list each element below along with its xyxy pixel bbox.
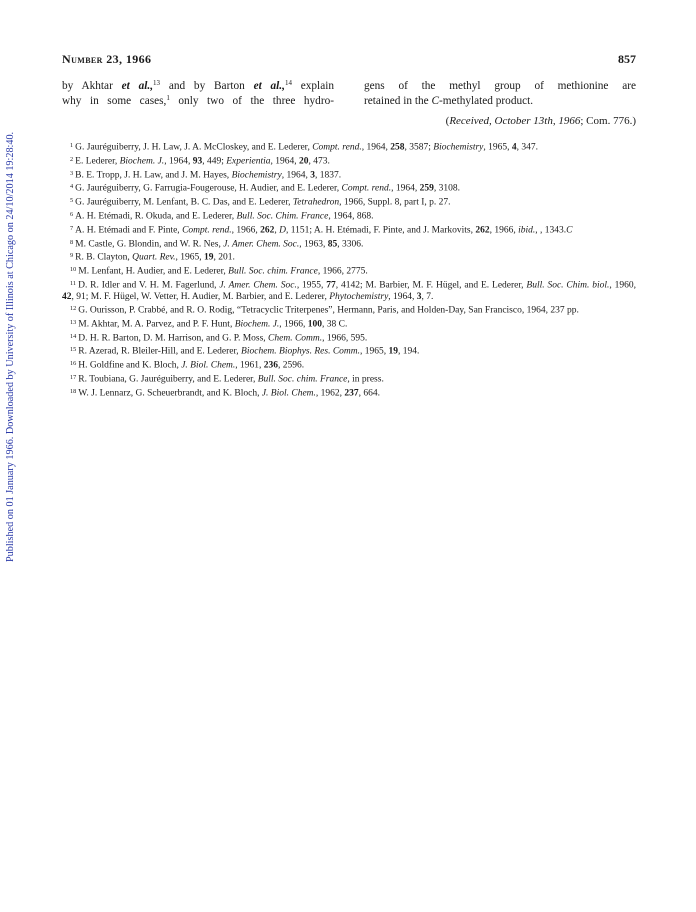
reference-text: , 201. xyxy=(213,252,235,263)
running-head: Number 23, 1966 xyxy=(62,52,152,66)
reference-text: , 3306. xyxy=(337,239,364,250)
reference-text: , 1965, xyxy=(175,252,205,263)
page-header xyxy=(62,52,636,68)
volume-number: 259 xyxy=(419,183,434,194)
reference-text: , 1343. xyxy=(540,225,567,236)
body-line xyxy=(62,79,334,94)
reference-number: 9 xyxy=(70,252,74,260)
reference-item xyxy=(62,237,636,251)
reference-text: , 4142; M. Barbier, M. F. Hügel, and E. Lederer, xyxy=(335,280,527,291)
reference-list xyxy=(62,140,636,400)
citation-ref: 1 xyxy=(166,93,170,102)
volume-number: 262 xyxy=(260,225,275,236)
received-date: Received, October 13th, 1966 xyxy=(449,115,581,127)
volume-number: 85 xyxy=(327,239,338,250)
reference-text: R. Toubiana, G. Jauréguiberry, and E. Lederer, xyxy=(78,374,258,385)
reference-number: 3 xyxy=(70,169,74,177)
reference-number: 12 xyxy=(70,304,77,312)
volume-number: 237 xyxy=(344,388,359,399)
journal-name: Bull. Soc. Chim. biol. xyxy=(526,280,610,291)
volume-number: 77 xyxy=(326,280,336,291)
journal-name: J. Biol. Chem. xyxy=(261,388,316,399)
journal-name: Experientia xyxy=(226,156,271,167)
reference-number: 13 xyxy=(70,318,77,326)
reference-text: M. Lenfant, H. Audier, and E. Lederer, xyxy=(78,266,229,277)
reference-text: , 1964, xyxy=(281,170,311,181)
reference-text: , xyxy=(535,225,541,236)
reference-text: , 347. xyxy=(516,142,539,153)
reference-text: , 1966, xyxy=(489,225,519,236)
reference-text: G. Jauréguiberry, G. Farrugia-Fougerouse, H. Audier, and E. Lederer, xyxy=(75,183,342,194)
journal-name: Chem. Comm. xyxy=(268,333,323,344)
body-text-right-column xyxy=(364,79,636,108)
reference-number: 8 xyxy=(70,238,74,246)
reference-text: , 1963, xyxy=(299,239,328,250)
reference-text: , 1964, 868. xyxy=(328,211,374,222)
reference-item xyxy=(62,140,636,154)
citation-etal: et al., xyxy=(121,80,154,92)
reference-number: 18 xyxy=(70,387,77,395)
reference-text: D. H. R. Barton, D. M. Harrison, and G. P. Moss, xyxy=(78,333,269,344)
body-text: retained in the xyxy=(364,94,429,107)
journal-name: Bull. Soc. Chim. France xyxy=(236,211,329,222)
received-note xyxy=(446,115,636,127)
reference-number: 6 xyxy=(70,210,74,218)
reference-text: B. E. Tropp, J. H. Law, and J. M. Hayes, xyxy=(75,170,232,181)
body-text-italic: C xyxy=(431,94,439,107)
reference-text: , 1964, xyxy=(391,183,420,194)
reference-text: , 1962, xyxy=(315,388,345,399)
journal-name: Bull. Soc. chim. France xyxy=(228,266,318,277)
reference-text: , 1964, xyxy=(361,142,391,153)
reference-text: , 1964, xyxy=(164,156,193,167)
body-text: by Akhtar xyxy=(62,80,113,92)
reference-number: 2 xyxy=(70,155,74,163)
journal-name: Compt. rend. xyxy=(182,225,232,236)
reference-text: , 3108. xyxy=(433,183,460,194)
body-line xyxy=(364,94,636,109)
reference-text: , 1966, 595. xyxy=(322,333,368,344)
reference-text: , 664. xyxy=(358,388,381,399)
reference-item xyxy=(62,278,636,303)
journal-name: C xyxy=(566,225,573,236)
reference-text: , 1966, xyxy=(231,225,261,236)
reference-text: H. Goldfine and K. Bloch, xyxy=(78,360,182,371)
reference-item xyxy=(62,303,636,317)
reference-text: , in press. xyxy=(347,374,384,385)
body-text: only two of the three hydro- xyxy=(178,94,335,107)
reference-number: 4 xyxy=(70,183,74,191)
reference-item xyxy=(62,168,636,182)
body-text: why in some cases, xyxy=(62,94,167,107)
volume-number: 236 xyxy=(263,360,279,371)
reference-text: , 1961, xyxy=(235,360,264,371)
body-line: gens of the methyl group of methionine are xyxy=(364,80,636,92)
reference-number: 15 xyxy=(70,346,77,354)
volume-number: 4 xyxy=(511,142,517,153)
reference-text: , 1966, xyxy=(279,319,308,330)
volume-number: 258 xyxy=(390,142,405,153)
reference-text: , 2596. xyxy=(278,360,305,371)
reference-text: , 1964, xyxy=(388,291,417,302)
reference-text: R. Azerad, R. Bleiler-Hill, and E. Lederer, xyxy=(78,346,242,357)
reference-item xyxy=(62,209,636,223)
reference-text: , 1965, xyxy=(483,142,512,153)
reference-text: A. H. Etémadi, R. Okuda, and E. Lederer, xyxy=(75,211,237,222)
reference-text: , 1151; A. H. Etémadi, F. Pinte, and J. Markovits, xyxy=(285,225,476,236)
reference-text: , 473. xyxy=(308,156,330,167)
body-line xyxy=(62,94,334,109)
reference-item xyxy=(62,372,636,386)
volume-number: 3 xyxy=(416,291,422,302)
journal-name: Tetrahedron xyxy=(292,197,340,208)
reference-number: 14 xyxy=(70,332,77,340)
volume-number: 262 xyxy=(475,225,490,236)
reference-text: E. Lederer, xyxy=(75,156,120,167)
reference-item xyxy=(62,317,636,331)
reference-item xyxy=(62,264,636,278)
reference-text: , 1966, 2775. xyxy=(317,266,368,277)
volume-number: 20 xyxy=(299,156,309,167)
journal-name: Compt. rend. xyxy=(312,142,362,153)
reference-item xyxy=(62,344,636,358)
received-paren: ( xyxy=(445,115,450,127)
journal-name: Biochem. Biophys. Res. Comm. xyxy=(241,346,361,357)
reference-item xyxy=(62,154,636,168)
reference-number: 5 xyxy=(70,197,74,205)
reference-item xyxy=(62,386,636,400)
reference-text: , 1960, xyxy=(609,280,636,291)
journal-name: Bull. Soc. chim. France xyxy=(257,374,348,385)
citation-etal: et al., xyxy=(253,80,285,92)
reference-text: , 1965, xyxy=(360,346,389,357)
reference-number: 17 xyxy=(70,373,77,381)
body-text: -methylated product. xyxy=(439,94,534,107)
journal-name: ibid. xyxy=(518,225,536,236)
citation-ref: 14 xyxy=(284,79,292,87)
reference-text: , 91; M. F. Hügel, W. Vetter, H. Audier, M. Barbier, and E. Lederer, xyxy=(71,291,330,302)
reference-text: , 194. xyxy=(398,346,420,357)
page-number: 857 xyxy=(618,52,636,66)
journal-name: J. Amer. Chem. Soc. xyxy=(219,280,297,291)
reference-item xyxy=(62,250,636,264)
journal-name: Phytochemistry xyxy=(329,291,389,302)
volume-number: 42 xyxy=(62,291,72,302)
volume-number: 93 xyxy=(192,156,203,167)
journal-name: Biochemistry xyxy=(433,142,484,153)
reference-text: A. H. Etémadi and F. Pinte, xyxy=(75,225,183,236)
reference-text: , 3587; xyxy=(404,142,434,153)
body-text: explain xyxy=(300,80,335,92)
journal-name: Biochem. J. xyxy=(119,156,165,167)
reference-text: , 7. xyxy=(421,291,434,302)
reference-text: G. Jauréguiberry, J. H. Law, J. A. McCloskey, and E. Lederer, xyxy=(75,142,313,153)
volume-number: 19 xyxy=(388,346,399,357)
reference-text: M. Akhtar, M. A. Parvez, and P. F. Hunt, xyxy=(78,319,235,330)
journal-name: Compt. rend. xyxy=(341,183,392,194)
reference-text: , 1964, xyxy=(270,156,300,167)
reference-number: 1 xyxy=(70,142,74,149)
body-text: and by Barton xyxy=(168,80,245,92)
reference-item xyxy=(62,331,636,345)
download-watermark: Published on 01 January 1966. Downloaded by University of Illinois at Chicago on 24/10/2014 19:28:40. xyxy=(5,131,16,562)
reference-text: G. Ourisson, P. Crabbé, and R. O. Rodig, “Tetracyclic Triterpenes”, Hermann, Paris, and Holden-Day, San Francisco, 1964, 237 pp. xyxy=(78,305,579,316)
journal-name: Quart. Rev. xyxy=(132,252,176,263)
reference-text: , 1955, xyxy=(296,280,327,291)
reference-text: , 1966, Suppl. 8, part I, p. 27. xyxy=(339,197,451,208)
communication-number: ; Com. 776.) xyxy=(580,115,636,127)
reference-text: W. J. Lennarz, G. Scheuerbrandt, and K. Bloch, xyxy=(78,388,262,399)
reference-text: G. Jauréguiberry, M. Lenfant, B. C. Das, and E. Lederer, xyxy=(75,197,293,208)
reference-item xyxy=(62,358,636,372)
citation-ref: 13 xyxy=(153,79,161,87)
reference-number: 10 xyxy=(70,266,77,274)
volume-number: 19 xyxy=(204,252,214,263)
reference-text: M. Castle, G. Blondin, and W. R. Nes, xyxy=(75,239,224,250)
journal-name: Biochemistry xyxy=(231,170,282,181)
journal-name: J. Amer. Chem. Soc. xyxy=(223,239,300,250)
volume-number: 3 xyxy=(310,170,315,181)
reference-item xyxy=(62,223,636,237)
reference-text: D. R. Idler and V. H. M. Fagerlund, xyxy=(78,280,220,291)
journal-name: D xyxy=(279,225,286,236)
reference-number: 7 xyxy=(70,224,74,232)
reference-number: 16 xyxy=(70,360,77,368)
reference-text: , xyxy=(274,225,280,236)
journal-name: J. Biol. Chem. xyxy=(181,360,236,371)
reference-text: R. B. Clayton, xyxy=(75,252,133,263)
reference-text: , 38 C. xyxy=(322,319,348,330)
reference-text: , 1837. xyxy=(314,170,342,181)
reference-text: , 449; xyxy=(202,156,227,167)
volume-number: 100 xyxy=(307,319,323,330)
reference-number: 11 xyxy=(70,279,77,287)
body-text-left-column xyxy=(62,79,334,108)
reference-item xyxy=(62,195,636,209)
journal-name: Biochem. J. xyxy=(234,319,280,330)
reference-item xyxy=(62,181,636,195)
